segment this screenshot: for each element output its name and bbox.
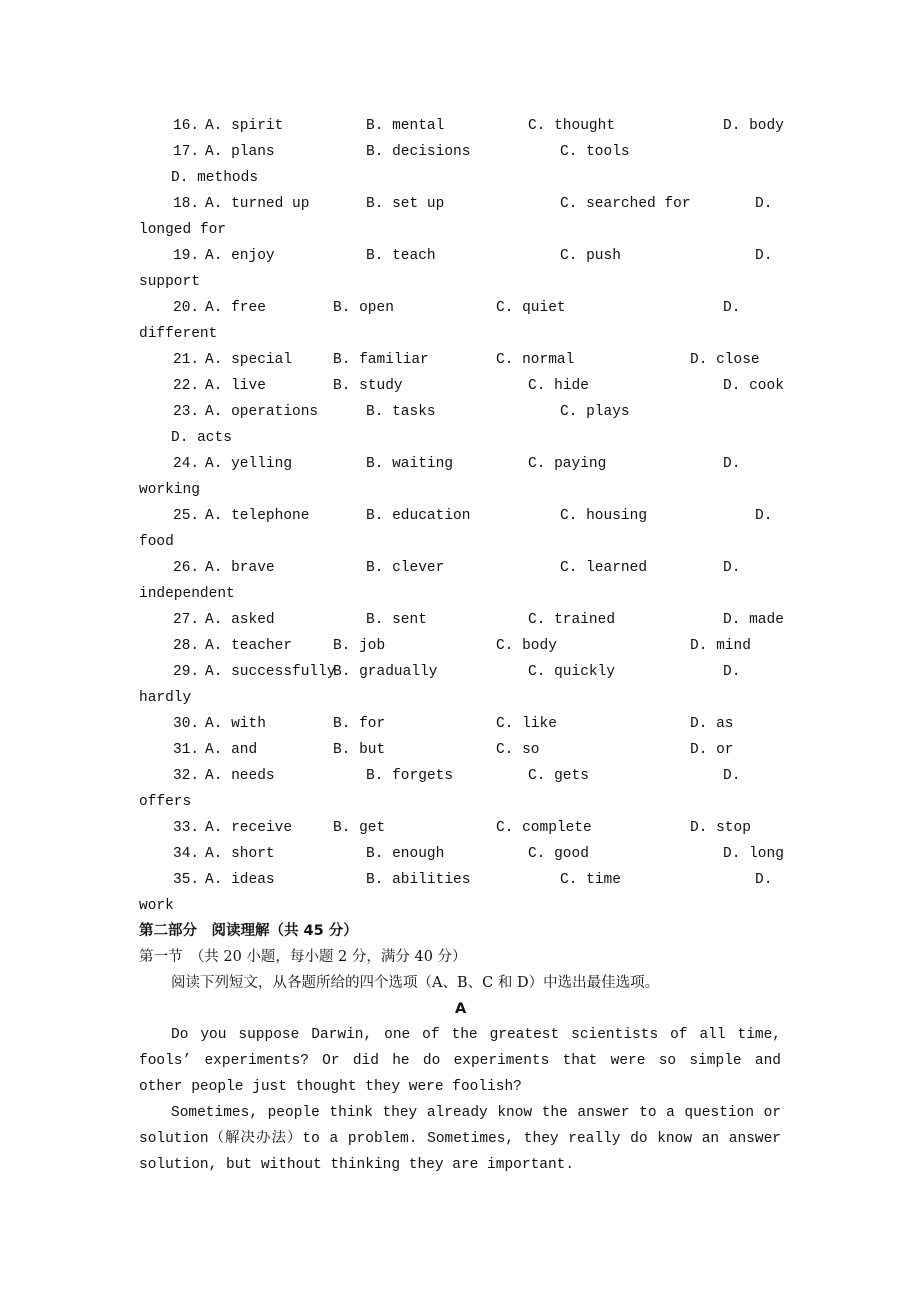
option-a: A. ideas	[205, 872, 275, 888]
option-c: C. time	[560, 872, 621, 888]
option-b: B. job	[333, 638, 386, 654]
option-a: A. short	[205, 846, 275, 862]
option-d: D. stop	[690, 820, 751, 836]
option-a: A. turned up	[205, 196, 310, 212]
option-b: B. enough	[366, 846, 445, 862]
option-b: B. open	[333, 300, 394, 316]
question-number: 26.	[173, 560, 200, 576]
option-b: B. get	[333, 820, 386, 836]
option-a: A. brave	[205, 560, 275, 576]
option-d: D. acts	[171, 430, 232, 446]
option-c: C. good	[528, 846, 589, 862]
question-number: 27.	[173, 612, 200, 628]
option-d-letter: D.	[723, 560, 741, 576]
option-c: C. trained	[528, 612, 616, 628]
option-a: A. enjoy	[205, 248, 275, 264]
option-d-text: different	[139, 326, 218, 342]
option-d: D. or	[690, 742, 734, 758]
option-a: A. asked	[205, 612, 275, 628]
option-b: B. gradually	[333, 664, 438, 680]
question-number: 18.	[173, 196, 200, 212]
passage-label: A	[455, 1001, 467, 1017]
option-c: C. normal	[496, 352, 575, 368]
passage-line: fools’ experiments? Or did he do experiments that were so simple and	[139, 1053, 781, 1069]
option-d: D. made	[723, 612, 784, 628]
option-d-text: offers	[139, 794, 192, 810]
option-b: B. for	[333, 716, 386, 732]
option-b: B. teach	[366, 248, 436, 264]
option-d-text: hardly	[139, 690, 192, 706]
question-number: 35.	[173, 872, 200, 888]
section-heading: 第一节 （共 20 小题，每小题 2 分，满分 40 分）	[139, 949, 467, 965]
option-a: A. teacher	[205, 638, 293, 654]
option-a: A. telephone	[205, 508, 310, 524]
option-d-letter: D.	[723, 664, 741, 680]
option-b: B. set up	[366, 196, 445, 212]
question-number: 34.	[173, 846, 200, 862]
part-two-heading: 第二部分 阅读理解（共 45 分）	[139, 923, 358, 939]
option-b: B. but	[333, 742, 386, 758]
option-c: C. housing	[560, 508, 648, 524]
option-d: D. close	[690, 352, 760, 368]
passage-line: Sometimes, people think they already know the answer to a question or	[171, 1105, 781, 1121]
option-b: B. study	[333, 378, 403, 394]
option-c: C. hide	[528, 378, 589, 394]
option-c: C. body	[496, 638, 557, 654]
option-c: C. so	[496, 742, 540, 758]
option-d-letter: D.	[723, 300, 741, 316]
option-d-text: independent	[139, 586, 235, 602]
option-d: D. long	[723, 846, 784, 862]
option-d: D. cook	[723, 378, 784, 394]
option-d-letter: D.	[755, 872, 773, 888]
question-number: 23.	[173, 404, 200, 420]
option-d: D. as	[690, 716, 734, 732]
option-d-text: food	[139, 534, 174, 550]
option-d: D. body	[723, 118, 784, 134]
option-a: A. successfully	[205, 664, 336, 680]
option-a: A. free	[205, 300, 266, 316]
option-c: C. quickly	[528, 664, 616, 680]
option-c: C. searched for	[560, 196, 691, 212]
question-number: 32.	[173, 768, 200, 784]
option-a: A. spirit	[205, 118, 284, 134]
option-b: B. forgets	[366, 768, 454, 784]
question-number: 17.	[173, 144, 200, 160]
instructions: 阅读下列短文，从各题所给的四个选项（A、B、C 和 D）中选出最佳选项。	[171, 975, 660, 991]
option-c: C. learned	[560, 560, 648, 576]
option-a: A. needs	[205, 768, 275, 784]
option-a: A. and	[205, 742, 258, 758]
option-b: B. mental	[366, 118, 445, 134]
option-a: A. with	[205, 716, 266, 732]
option-b: B. decisions	[366, 144, 471, 160]
question-number: 33.	[173, 820, 200, 836]
option-b: B. abilities	[366, 872, 471, 888]
option-c: C. gets	[528, 768, 589, 784]
option-b: B. sent	[366, 612, 427, 628]
option-b: B. tasks	[366, 404, 436, 420]
option-d-letter: D.	[723, 456, 741, 472]
option-d: D. methods	[171, 170, 259, 186]
question-number: 21.	[173, 352, 200, 368]
option-d-text: support	[139, 274, 200, 290]
question-number: 19.	[173, 248, 200, 264]
option-d-letter: D.	[723, 768, 741, 784]
option-d-letter: D.	[755, 196, 773, 212]
option-a: A. special	[205, 352, 293, 368]
question-number: 30.	[173, 716, 200, 732]
passage-line: Do you suppose Darwin, one of the greatest scientists of all time,	[171, 1027, 781, 1043]
option-c: C. plays	[560, 404, 630, 420]
passage-line: other people just thought they were foolish?	[139, 1079, 522, 1095]
option-b: B. waiting	[366, 456, 454, 472]
option-d-letter: D.	[755, 508, 773, 524]
option-b: B. clever	[366, 560, 445, 576]
option-a: A. receive	[205, 820, 293, 836]
option-c: C. complete	[496, 820, 592, 836]
passage-line: solution, but without thinking they are important.	[139, 1157, 575, 1173]
option-b: B. familiar	[333, 352, 429, 368]
option-d-text: work	[139, 898, 174, 914]
option-d: D. mind	[690, 638, 751, 654]
option-a: A. live	[205, 378, 266, 394]
question-number: 16.	[173, 118, 200, 134]
question-number: 20.	[173, 300, 200, 316]
passage-line: solution（解决办法）to a problem. Sometimes, they really do know an answer	[139, 1131, 781, 1147]
option-b: B. education	[366, 508, 471, 524]
option-a: A. operations	[205, 404, 319, 420]
option-c: C. quiet	[496, 300, 566, 316]
option-d-letter: D.	[755, 248, 773, 264]
option-c: C. like	[496, 716, 557, 732]
question-number: 29.	[173, 664, 200, 680]
option-a: A. plans	[205, 144, 275, 160]
option-d-text: longed for	[139, 222, 227, 238]
option-d-text: working	[139, 482, 200, 498]
option-c: C. push	[560, 248, 621, 264]
option-c: C. thought	[528, 118, 616, 134]
question-number: 31.	[173, 742, 200, 758]
option-c: C. tools	[560, 144, 630, 160]
question-number: 25.	[173, 508, 200, 524]
option-a: A. yelling	[205, 456, 293, 472]
question-number: 22.	[173, 378, 200, 394]
question-number: 28.	[173, 638, 200, 654]
question-number: 24.	[173, 456, 200, 472]
option-c: C. paying	[528, 456, 607, 472]
